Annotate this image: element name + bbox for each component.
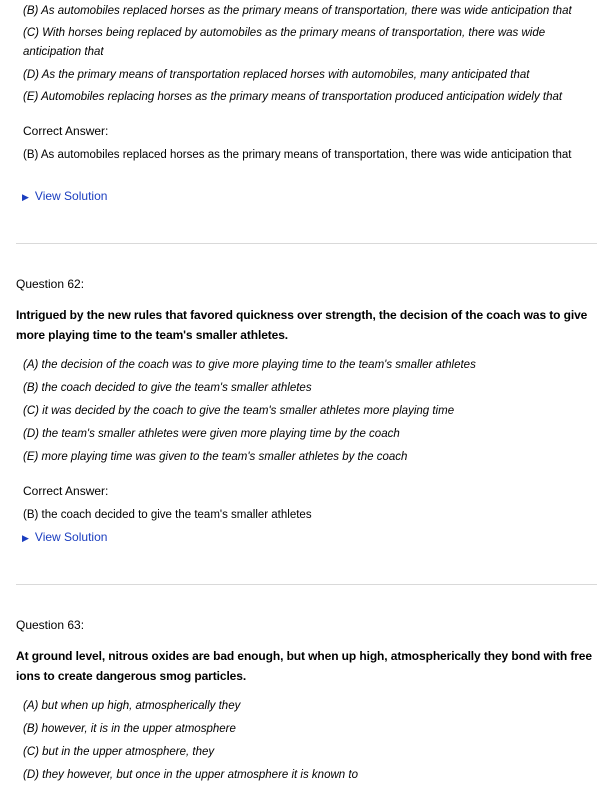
q63-option-a: (A) but when up high, atmospherically they (23, 700, 241, 712)
disclosure-triangle-icon: ▶ (22, 192, 29, 202)
q63-stem: At ground level, nitrous oxides are bad enough, but when up high, atmospherically they bond with free ions to create dangerous smog particles. (16, 649, 592, 683)
q61-view-solution-link[interactable] (22, 189, 107, 203)
q61-option-c: (C) With horses being replaced by automobiles as the primary means of transportation, there was wide anticipation that (23, 27, 546, 58)
q62-option-a: (A) the decision of the coach was to give more playing time to the team's smaller athletes (23, 359, 476, 371)
section-divider (16, 584, 597, 585)
q63-option-d: (D) they however, but once in the upper atmosphere it is known to (23, 769, 358, 781)
q62-view-solution-label: View Solution (34, 530, 108, 544)
q61-option-b: (B) As automobiles replaced horses as the primary means of transportation, there was wide anticipation that (23, 5, 572, 17)
disclosure-triangle-icon: ▶ (22, 533, 29, 543)
q62-title: Question 62: (16, 277, 85, 291)
q62-correct-answer-label: Correct Answer: (23, 484, 109, 498)
section-divider (16, 243, 597, 244)
q62-option-c: (C) it was decided by the coach to give the team's smaller athletes more playing time (23, 405, 455, 417)
q63-option-b: (B) however, it is in the upper atmosphere (23, 723, 236, 735)
q62-view-solution-link[interactable] (22, 530, 107, 544)
q62-option-b: (B) the coach decided to give the team's smaller athletes (23, 382, 312, 394)
q63-option-c: (C) but in the upper atmosphere, they (23, 746, 215, 758)
q63-title: Question 63: (16, 618, 85, 632)
q61-option-d: (D) As the primary means of transportation replaced horses with automobiles, many anticipated that (23, 69, 530, 81)
q61-view-solution-label: View Solution (34, 189, 108, 203)
q61-option-e: (E) Automobiles replacing horses as the primary means of transportation produced anticipation widely that (23, 91, 563, 103)
q61-correct-answer: (B) As automobiles replaced horses as the primary means of transportation, there was wide anticipation that (23, 149, 572, 161)
q61-correct-answer-label: Correct Answer: (23, 124, 109, 138)
q62-option-e: (E) more playing time was given to the team's smaller athletes by the coach (23, 451, 408, 463)
q62-correct-answer: (B) the coach decided to give the team's smaller athletes (23, 509, 312, 521)
q62-option-d: (D) the team's smaller athletes were given more playing time by the coach (23, 428, 400, 440)
q62-stem: Intrigued by the new rules that favored quickness over strength, the decision of the coach was to give more playing time to the team's smaller athletes. (16, 308, 588, 342)
